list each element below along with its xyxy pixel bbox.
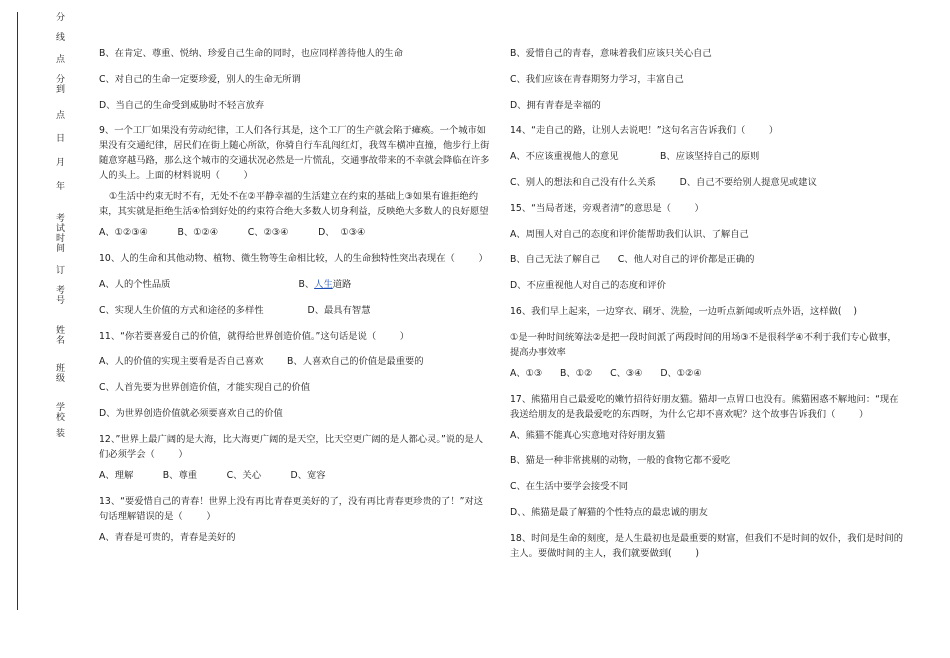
q10-option-b-prefix: B、 [298,278,315,290]
q10-option-a: A、人的个性品质 [99,278,171,290]
seal-char-xian: 线 [54,31,64,42]
label-fendao: 分到 [54,73,64,94]
label-yue: 月 [54,157,64,168]
q10-option-d: D、最具有智慧 [307,304,371,316]
q15-stem: 15、“当局者迷，旁观者清”的意思是（ ） [510,202,704,214]
label-dian: 点 [54,53,64,64]
q9-options: A、①②③④ B、①②④ C、②③④ D、 ①③④ [99,227,366,239]
q12-options: A、理解 B、尊重 C、关心 D、宽容 [99,469,326,481]
q10-option-b-suffix: 道路 [332,278,352,290]
q9-statements: ①生活中约束无时不有，无处不在②平静幸福的生活建立在约束的基础上③如果有谁拒绝约束，其实就是拒绝生活④恰到好处的约束符合绝大多数人切身利益，反映绝大多数人的良好愿望 [99,191,489,218]
q17-option-b: B、猫是一种非常挑剔的动物，一般的食物它都不爱吃 [510,455,731,467]
right-column [510,46,904,572]
q11-option-d: D、为世界创造价值就必须要喜欢自己的价值 [99,407,283,419]
label-kaohao: 考号 [54,284,64,305]
q11-option-c: C、人首先要为世界创造价值，才能实现自己的价值 [99,382,311,394]
q13-option-b: B、爱惜自己的青春，意味着我们应该只关心自己 [510,48,712,59]
q17-stem: 17、熊猫用自己最爱吃的嫩竹招待好朋友猫。猫却一点胃口也没有。熊猫困惑不解地问：“现在我送给朋友的是我最爱吃的东西呀，为什么它却不喜欢呢？这个故事告诉我们（ ） [510,393,899,420]
q11-stem: 11、“你若要喜爱自己的价值，就得给世界创造价值。”这句话是说（ ） [99,330,410,342]
q14-stem: 14、“走自己的路，让别人去说吧！”这句名言告诉我们（ ） [510,125,779,137]
q16-options: A、①③ B、①② C、③④ D、①②④ [510,367,702,379]
label-name: 姓名 [54,324,64,345]
q17-option-a: A、熊猫不能真心实意地对待好朋友猫 [510,429,666,441]
q13-option-d: D、拥有青春是幸福的 [510,99,601,111]
left-column [99,46,491,555]
label-class: 班级 [54,362,64,383]
q15-options-bc: B、自己无法了解自己 C、他人对自己的评价都是正确的 [510,254,755,266]
q13-stem: 13、“要爱惜自己的青春！世界上没有再比青春更美好的了，没有再比青春更珍贵的了！”对这句话理解错误的是（ ） [99,495,484,522]
q17-option-c: C、在生活中要学会接受不同 [510,481,629,493]
q8-option-d: D、当自己的生命受到威胁时不轻言放弃 [99,99,265,111]
q10-options-ab [99,277,491,292]
q14-options-ab: A、不应该重视他人的意见 B、应该坚持自己的原则 [510,151,760,163]
q15-option-a: A、周围人对自己的态度和评价能帮助我们认识、了解自己 [510,228,749,240]
q11-options-ab: A、人的价值的实现主要看是否自己喜欢 B、人喜欢自己的价值是最重要的 [99,356,424,368]
binding-line [17,12,18,610]
q8-option-c: C、对自己的生命一定要珍爱，别人的生命无所谓 [99,73,301,85]
label-fen: 分 [54,12,64,22]
q15-option-d: D、不应重视他人对自己的态度和评价 [510,280,666,292]
label-ri: 日 [54,133,64,144]
label-exam-time: 考试时间 [54,213,64,253]
link-rensheng[interactable]: 人生 [314,278,333,290]
label-nian: 年 [54,181,64,192]
q10-stem: 10、人的生命和其他动物、植物、微生物等生命相比较，人的生命独特性突出表现在（ ） [99,253,488,265]
seal-char-zhuang: 装 [54,428,64,439]
binding-strip [17,12,67,610]
q16-statements: ①是一种时间统筹法②是把一段时间派了两段时间的用场③不是很科学④不利于我们专心做事，提高办事效率 [510,331,897,358]
q8-option-b: B、在肯定、尊重、悦纳、珍爱自己生命的同时，也应同样善待他人的生命 [99,48,403,59]
q16-stem: 16、我们早上起来，一边穿衣、刷牙、洗脸，一边听点新闻或听点外语，这样做( ) [510,305,857,317]
q18-stem: 18、时间是生命的刻度，是人生最初也是最重要的财富，但我们不是时间的奴仆，我们是时间的主人。要做时间的主人，我们就要做到( ) [510,532,904,559]
q17-option-d: D、、熊猫是最了解猫的个性特点的最忠诚的朋友 [510,506,708,518]
q10-option-c: C、实现人生价值的方式和途径的多样性 [99,304,264,316]
q12-stem: 12、”世界上最广阔的是大海，比大海更广阔的是天空，比天空更广阔的是人都心灵。”说的是人们必须学会（ ） [99,433,484,460]
q9-stem: 9、一个工厂如果没有劳动纪律，工人们各行其是，这个工厂的生产就会陷于瘫痪。一个城市如果没有交通纪律，居民们在街上随心所欲，你骑自行车乱闯红灯，我驾车横冲直撞，他步行上街随意穿越马路，那么这个城市的交通状况必然是一片慌乱，交通事故带来的不幸就会降临在许多人的头上。上面的材料说明（ ） [99,125,490,182]
seal-char-ding: 订 [54,264,64,275]
q13-option-a: A、青春是可贵的，青春是美好的 [99,531,236,543]
label-school: 学校 [54,402,64,423]
label-dian-2: 点 [54,109,64,120]
binding-labels [19,12,65,610]
q10-options-cd [99,303,491,318]
q13-option-c: C、我们应该在青春期努力学习，丰富自己 [510,73,684,85]
q14-options-cd: C、别人的想法和自己没有什么关系 D、自己不要给别人提意见或建议 [510,176,817,188]
